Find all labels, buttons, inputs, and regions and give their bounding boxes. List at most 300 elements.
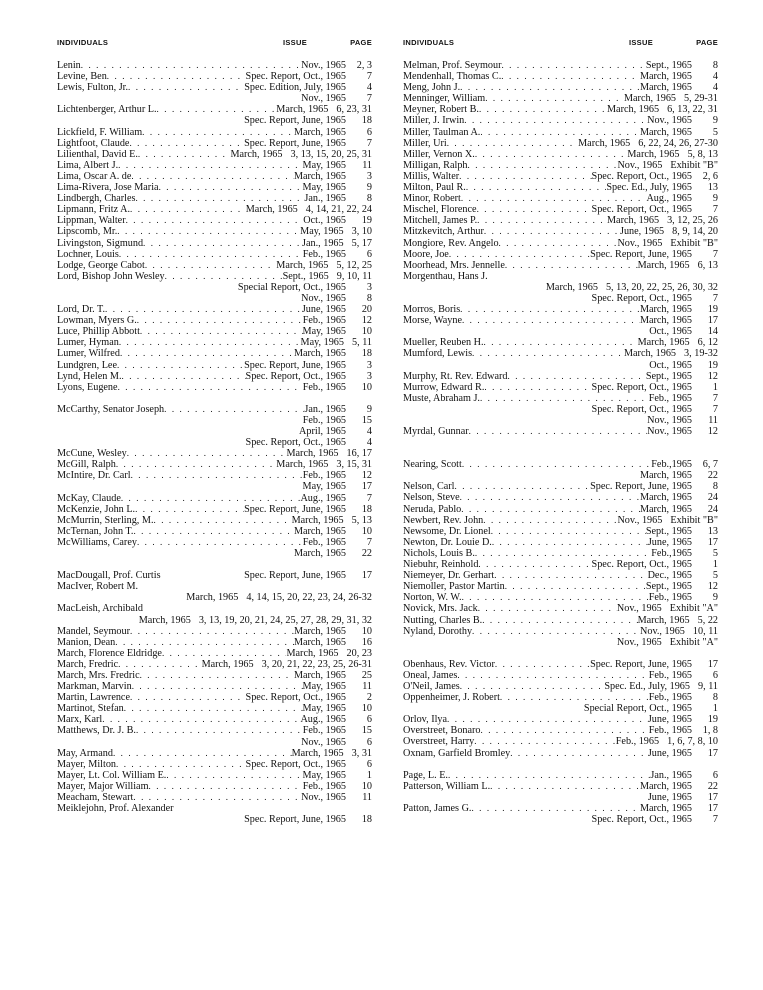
entry-pages: 4 — [366, 437, 372, 449]
entry-continuation — [403, 326, 718, 337]
entry-pages: 8 — [712, 481, 718, 493]
leader-dots — [145, 260, 276, 271]
entry-pages: 14 — [707, 326, 718, 338]
leader-dots — [490, 781, 640, 792]
entry-name: McIntire, Dr. Carl — [57, 470, 131, 482]
entry-name: Murrow, Edward R. — [403, 381, 485, 393]
column-header — [403, 38, 718, 60]
entry-name: Lightfoot, Claude — [57, 137, 130, 149]
entry-continuation — [57, 426, 372, 437]
entry-issue: Aug., 1965 — [646, 193, 692, 205]
index-entry — [403, 615, 718, 626]
entry-pages: 10 — [361, 326, 372, 338]
leader-dots — [126, 215, 304, 226]
entry-issue: March, 1965 — [639, 503, 692, 515]
entry-pages: 1, 8 — [702, 725, 718, 737]
entry-pages: 6, 22, 24, 26, 27-30 — [638, 137, 718, 149]
entry-issue: March, 1965 — [286, 448, 339, 460]
entry-pages: 10 — [361, 780, 372, 792]
entry-issue: March, 1965 — [276, 104, 329, 116]
index-entry — [403, 82, 718, 93]
entry-pages: 5, 29-31 — [684, 93, 718, 105]
entry-continuation — [403, 360, 718, 371]
entry-name: Oxnam, Garfield Bromley — [403, 747, 511, 759]
entry-issue: Spec. Report, Oct., 1965 — [245, 437, 346, 449]
entry-pages: 6 — [366, 126, 372, 138]
entry-pages: 17 — [707, 747, 718, 759]
leader-dots — [483, 515, 617, 526]
entry-pages: 16 — [361, 636, 372, 648]
entry-issue: March, 1965 — [286, 647, 339, 659]
leader-dots — [500, 692, 649, 703]
leader-dots — [464, 115, 647, 126]
index-entry — [57, 160, 372, 171]
entry-pages: 17 — [707, 791, 718, 803]
index-entry — [57, 260, 372, 271]
entry-name: Niemoller, Pastor Martin — [403, 581, 505, 593]
entry-name: Lima, Albert J. — [57, 159, 119, 171]
entry-pages: 12 — [707, 426, 718, 438]
section-gap — [57, 393, 372, 404]
entry-issue: March, 1965 — [245, 204, 298, 216]
index-entry — [403, 337, 718, 348]
entry-name-line — [57, 603, 372, 614]
entry-issue: March, 1965 — [276, 459, 329, 471]
entry-name: Lichtenberger, Arthur L. — [57, 104, 157, 116]
entry-issue: Spec. Report, Oct., 1965 — [591, 204, 692, 216]
leader-dots — [135, 504, 244, 515]
leader-dots — [457, 670, 648, 681]
header-individuals: INDIVIDUALS — [57, 38, 109, 47]
entry-issue: Nov., 1965 — [617, 237, 663, 249]
index-column-right — [403, 38, 718, 825]
entry-pages: 3, 15, 31 — [336, 459, 372, 471]
index-entry — [403, 748, 718, 759]
entry-pages: 17 — [707, 658, 718, 670]
entry-name: Miller, Uri — [403, 137, 447, 149]
entry-pages: 9 — [712, 115, 718, 127]
leader-dots — [140, 670, 294, 681]
entry-name: Lewis, Fulton, Jr. — [57, 82, 129, 94]
index-entry — [57, 104, 372, 115]
entry-pages: Exhibit "B" — [670, 237, 718, 249]
leader-dots — [105, 304, 302, 315]
entry-pages: 1 — [712, 559, 718, 571]
entry-name: Lumer, Hyman — [57, 337, 119, 349]
entry-issue: Feb., 1965 — [302, 780, 346, 792]
index-entry — [57, 659, 372, 670]
entry-name: Oppenheimer, J. Robert — [403, 692, 500, 704]
entry-pages: 3, 12, 25, 26 — [667, 215, 718, 227]
entry-pages: 5, 13, 20, 22, 25, 26, 30, 32 — [605, 281, 718, 293]
entry-name: Meyner, Robert B. — [403, 104, 479, 116]
entry-pages: 6, 13, 22, 31 — [667, 104, 718, 116]
entry-pages: 9 — [712, 592, 718, 604]
entry-name: Moorhead, Mrs. Jennelle — [403, 259, 505, 271]
leader-dots — [447, 138, 578, 149]
entry-issue: Nov., 1965 — [301, 736, 346, 748]
index-entry — [57, 759, 372, 770]
entry-issue: Spec. Report, June, 1965 — [590, 248, 692, 260]
index-entry — [57, 504, 372, 515]
leader-dots — [119, 249, 303, 260]
leader-dots — [471, 803, 639, 814]
index-entry — [403, 138, 718, 149]
entry-issue: Spec. Report, June, 1965 — [244, 570, 346, 582]
entry-name: McTernan, John T. — [57, 525, 134, 537]
entry-name: Milton, Paul R. — [403, 182, 466, 194]
index-entry — [57, 493, 372, 504]
entry-issue: March, 1965 — [639, 126, 692, 138]
entry-pages: 7 — [712, 814, 718, 825]
entry-issue: May, 1965 — [302, 703, 346, 715]
index-entry — [403, 559, 718, 570]
index-entry — [403, 315, 718, 326]
entry-issue: Nov., 1965 — [616, 636, 662, 648]
entry-name: Morgenthau, Hans J. — [403, 270, 488, 282]
leader-dots — [501, 60, 645, 71]
section-gap — [403, 437, 718, 448]
entry-name: Meiklejohn, Prof. Alexander — [57, 803, 174, 815]
entry-pages: 11 — [362, 681, 372, 693]
entry-pages: 2 — [366, 692, 372, 704]
entry-pages: 6, 23, 31 — [336, 104, 372, 116]
entry-issue: March, 1965 — [639, 802, 692, 814]
index-entry — [57, 249, 372, 260]
entry-issue: Sept., 1965 — [282, 270, 329, 282]
index-entry — [403, 803, 718, 814]
entry-issue: March, 1965 — [293, 170, 346, 182]
index-entry — [403, 692, 718, 703]
entry-pages: 3, 10 — [351, 226, 372, 238]
entry-pages: 1, 6, 7, 8, 10 — [667, 736, 718, 748]
index-entry — [57, 82, 372, 93]
entry-issue: March, 1965 — [637, 259, 690, 271]
leader-dots — [130, 626, 294, 637]
index-entry — [403, 260, 718, 271]
entry-name: Manion, Dean — [57, 636, 116, 648]
entry-issue: Spec. Report, June, 1965 — [590, 658, 692, 670]
leader-dots — [466, 182, 607, 193]
index-entry — [57, 703, 372, 714]
entry-continuation — [57, 293, 372, 304]
entry-issue: Spec. Report, Oct., 1965 — [591, 292, 692, 304]
index-entry — [403, 781, 718, 792]
entry-name: Niemeyer, Dr. Gerhart — [403, 570, 495, 582]
index-entry — [403, 304, 718, 315]
entry-name: Markman, Marvin — [57, 681, 132, 693]
leader-dots — [510, 748, 648, 759]
index-entry — [57, 171, 372, 182]
entry-pages: 3 — [366, 359, 372, 371]
entry-name: Mendenhall, Thomas C. — [403, 71, 502, 83]
entry-name: Overstreet, Bonaro — [403, 725, 481, 737]
entry-name: Mischel, Florence — [403, 204, 477, 216]
leader-dots — [505, 260, 638, 271]
entry-name: Mueller, Reuben H. — [403, 337, 484, 349]
leader-dots — [116, 759, 246, 770]
entry-issue: Jan., 1965 — [304, 193, 346, 205]
entry-pages: 7 — [366, 71, 372, 83]
entry-name: Nelson, Carl — [403, 481, 455, 493]
entry-issue: March, 1965 — [293, 636, 346, 648]
entry-continuation — [403, 404, 718, 415]
entry-issue: March, 1965 — [639, 492, 692, 504]
entry-issue: March, 1965 — [293, 669, 346, 681]
entry-issue: Spec. Report, June, 1965 — [244, 137, 346, 149]
index-entry — [403, 182, 718, 193]
entry-issue: June, 1965 — [301, 304, 346, 316]
entry-list — [403, 60, 718, 825]
entry-continuation — [57, 737, 372, 748]
entry-issue: Feb., 1965 — [648, 725, 692, 737]
leader-dots — [491, 526, 646, 537]
index-entry — [57, 315, 372, 326]
entry-issue: Nov., 1965 — [616, 603, 662, 615]
entry-name: Nutting, Charles B. — [403, 614, 483, 626]
entry-issue: June, 1965 — [647, 536, 692, 548]
entry-issue: Feb.,1965 — [651, 547, 692, 559]
index-entry — [57, 304, 372, 315]
entry-pages: Exhibit "A" — [669, 603, 718, 615]
entry-pages: 18 — [361, 115, 372, 127]
entry-issue: March, 1965 — [578, 137, 631, 149]
entry-pages: 7 — [712, 292, 718, 304]
index-entry — [403, 238, 718, 249]
leader-dots — [501, 71, 640, 82]
entry-name: MacDougall, Prof. Curtis — [57, 570, 161, 582]
entry-continuation — [57, 115, 372, 126]
entry-name: Minor, Robert — [403, 193, 461, 205]
leader-dots — [494, 570, 647, 581]
index-entry — [57, 215, 372, 226]
entry-name: Murphy, Rt. Rev. Edward — [403, 370, 508, 382]
entry-pages: 7 — [712, 392, 718, 404]
index-column-left — [57, 38, 372, 825]
section-gap — [403, 759, 718, 770]
leader-dots — [478, 559, 591, 570]
entry-issue: Spec. Report, Oct., 1965 — [245, 71, 346, 83]
entry-continuation — [403, 282, 718, 293]
entry-issue: Spec. Report, Oct., 1965 — [591, 559, 692, 571]
entry-name: Livingston, Sigmund — [57, 237, 144, 249]
entry-name: March, Florence Eldridge — [57, 647, 162, 659]
index-entry — [403, 725, 718, 736]
entry-issue: Feb.,1965 — [651, 459, 692, 471]
entry-name: McCune, Wesley — [57, 448, 127, 460]
section-gap — [403, 648, 718, 659]
leader-dots — [136, 725, 303, 736]
entry-pages: 4 — [712, 82, 718, 94]
entry-pages: 19 — [707, 714, 718, 726]
index-entry — [57, 470, 372, 481]
entry-name: Lord, Bishop John Wesley — [57, 270, 165, 282]
entry-name: Lyons, Eugene — [57, 381, 118, 393]
entry-name: Niebuhr, Reinhold — [403, 559, 479, 571]
leader-dots — [133, 792, 301, 803]
entry-issue: June, 1965 — [647, 791, 692, 803]
index-entry — [403, 537, 718, 548]
leader-dots — [479, 104, 607, 115]
entry-name: Lowman, Myers G. — [57, 315, 137, 327]
leader-dots — [107, 71, 246, 82]
index-entry — [403, 71, 718, 82]
entry-continuation — [57, 415, 372, 426]
entry-issue: Feb., 1965 — [302, 536, 346, 548]
entry-name: Melman, Prof. Seymour — [403, 60, 502, 71]
leader-dots — [461, 504, 640, 515]
entry-issue: Jan., 1965 — [304, 403, 346, 415]
index-entry — [57, 371, 372, 382]
entry-issue: Sept., 1965 — [645, 581, 692, 593]
leader-dots — [129, 138, 244, 149]
leader-dots — [133, 526, 294, 537]
entry-pages: 9, 10, 11 — [336, 270, 372, 282]
index-entry — [57, 526, 372, 537]
header-individuals: INDIVIDUALS — [403, 38, 455, 47]
index-entry — [403, 681, 718, 692]
entry-name: Patton, James G. — [403, 802, 472, 814]
entry-pages: 6, 12 — [697, 337, 718, 349]
leader-dots — [164, 404, 304, 415]
entry-continuation — [57, 592, 372, 603]
entry-issue: Special Report, Oct., 1965 — [583, 703, 692, 715]
index-entry — [403, 670, 718, 681]
entry-issue: Nov., 1965 — [640, 625, 685, 637]
index-entry — [403, 736, 718, 747]
entry-name: Martinot, Stefan — [57, 703, 124, 715]
entry-name: Moore, Joe — [403, 248, 449, 260]
entry-name: Lundgren, Lee — [57, 359, 117, 371]
entry-pages: 10 — [361, 525, 372, 537]
entry-issue: Feb., 1965 — [302, 725, 346, 737]
index-entry — [403, 459, 718, 470]
leader-dots — [495, 659, 590, 670]
entry-pages: 6 — [366, 736, 372, 748]
entry-name-line — [57, 581, 372, 592]
leader-dots — [130, 692, 246, 703]
index-entry — [403, 393, 718, 404]
index-entry — [403, 659, 718, 670]
entry-issue: Spec. Report, June, 1965 — [244, 503, 346, 515]
entry-name: Novick, Mrs. Jack — [403, 603, 478, 615]
entry-issue: May, 1965 — [300, 226, 344, 238]
index-entry — [57, 448, 372, 459]
entry-name: Lilienthal, David E. — [57, 148, 138, 160]
entry-continuation — [403, 293, 718, 304]
entry-pages: 17 — [707, 802, 718, 814]
entry-name: Newton, Dr. Louie D. — [403, 536, 492, 548]
entry-issue: March, 1965 — [291, 747, 344, 759]
entry-pages: 6, 7 — [702, 459, 718, 471]
entry-issue: Nov., 1965 — [301, 60, 346, 71]
leader-dots — [130, 204, 246, 215]
entry-pages: 2, 3 — [356, 60, 372, 71]
entry-issue: March, 1965 — [186, 592, 239, 604]
entry-name: Lynd, Helen M. — [57, 370, 122, 382]
entry-pages: 7 — [366, 137, 372, 149]
entry-pages: 9, 11 — [698, 680, 718, 692]
index-entry — [57, 725, 372, 736]
entry-pages: 2, 6 — [702, 170, 718, 182]
leader-dots — [447, 714, 648, 725]
leader-dots — [468, 160, 618, 171]
entry-issue: April, 1965 — [299, 426, 346, 437]
index-entry — [57, 182, 372, 193]
entry-name: Lumer, Wilfred — [57, 348, 120, 360]
entry-name: Mitzkevitch, Arthur — [403, 226, 484, 238]
entry-issue: Nov., 1965 — [617, 159, 663, 171]
entry-pages: 17 — [361, 481, 372, 493]
entry-name: Marx, Karl — [57, 714, 103, 726]
entry-issue: March, 1965 — [293, 126, 346, 138]
entry-issue: Nov., 1965 — [647, 115, 692, 127]
entry-name: Meacham, Stewart — [57, 792, 134, 803]
leader-dots — [121, 493, 301, 504]
leader-dots — [449, 249, 590, 260]
entry-pages: 10 — [361, 703, 372, 715]
entry-name: Miller, J. Irwin — [403, 115, 465, 127]
entry-pages: 9 — [366, 182, 372, 194]
entry-pages: 20 — [361, 304, 372, 316]
entry-pages: 3, 19-32 — [684, 348, 718, 360]
leader-dots — [118, 382, 303, 393]
entry-continuation — [403, 814, 718, 825]
entry-issue: March, 1965 — [293, 548, 346, 560]
entry-name: Lodge, George Cabot — [57, 259, 145, 271]
entry-name: Lippman, Walter — [57, 215, 126, 227]
entry-issue: Spec. Ed., July, 1965 — [604, 680, 690, 692]
leader-dots — [102, 714, 300, 725]
entry-name: Oneal, James — [403, 669, 458, 681]
entry-issue: Spec. Report, Oct., 1965 — [591, 381, 692, 393]
entry-name: Lickfield, F. William — [57, 126, 143, 138]
entry-pages: 4, 14, 15, 20, 22, 23, 24, 26-32 — [246, 592, 372, 604]
leader-dots — [137, 537, 303, 548]
leader-dots — [472, 626, 640, 637]
index-entry — [57, 238, 372, 249]
leader-dots — [122, 371, 246, 382]
entry-pages: 25 — [361, 669, 372, 681]
entry-name: Nichols, Louis B. — [403, 547, 475, 559]
entry-pages: 6 — [366, 714, 372, 726]
index-entry — [403, 626, 718, 637]
entry-name: Myrdal, Gunnar — [403, 426, 469, 438]
index-entry — [57, 337, 372, 348]
entry-pages: 3, 31 — [351, 747, 372, 759]
entry-name: Morse, Wayne — [403, 315, 462, 327]
leader-dots — [448, 770, 650, 781]
leader-dots — [132, 681, 303, 692]
entry-issue: March, 1965 — [138, 614, 191, 626]
entry-name: Orlov, Ilya — [403, 714, 448, 726]
entry-pages: 9 — [366, 403, 372, 415]
index-entry — [57, 459, 372, 470]
index-entry — [403, 215, 718, 226]
index-entry — [403, 249, 718, 260]
entry-name: Levine, Ben — [57, 71, 107, 83]
entry-list — [57, 60, 372, 825]
index-entry — [57, 792, 372, 803]
entry-pages: 3, 20, 21, 22, 23, 25, 26-31 — [261, 658, 372, 670]
index-entry — [403, 581, 718, 592]
entry-issue: Spec. Report, Oct., 1965 — [591, 814, 692, 825]
entry-pages: 18 — [361, 348, 372, 360]
entry-issue: Dec., 1965 — [647, 570, 692, 582]
index-entry — [403, 426, 718, 437]
leader-dots — [154, 515, 292, 526]
leader-dots — [469, 426, 647, 437]
